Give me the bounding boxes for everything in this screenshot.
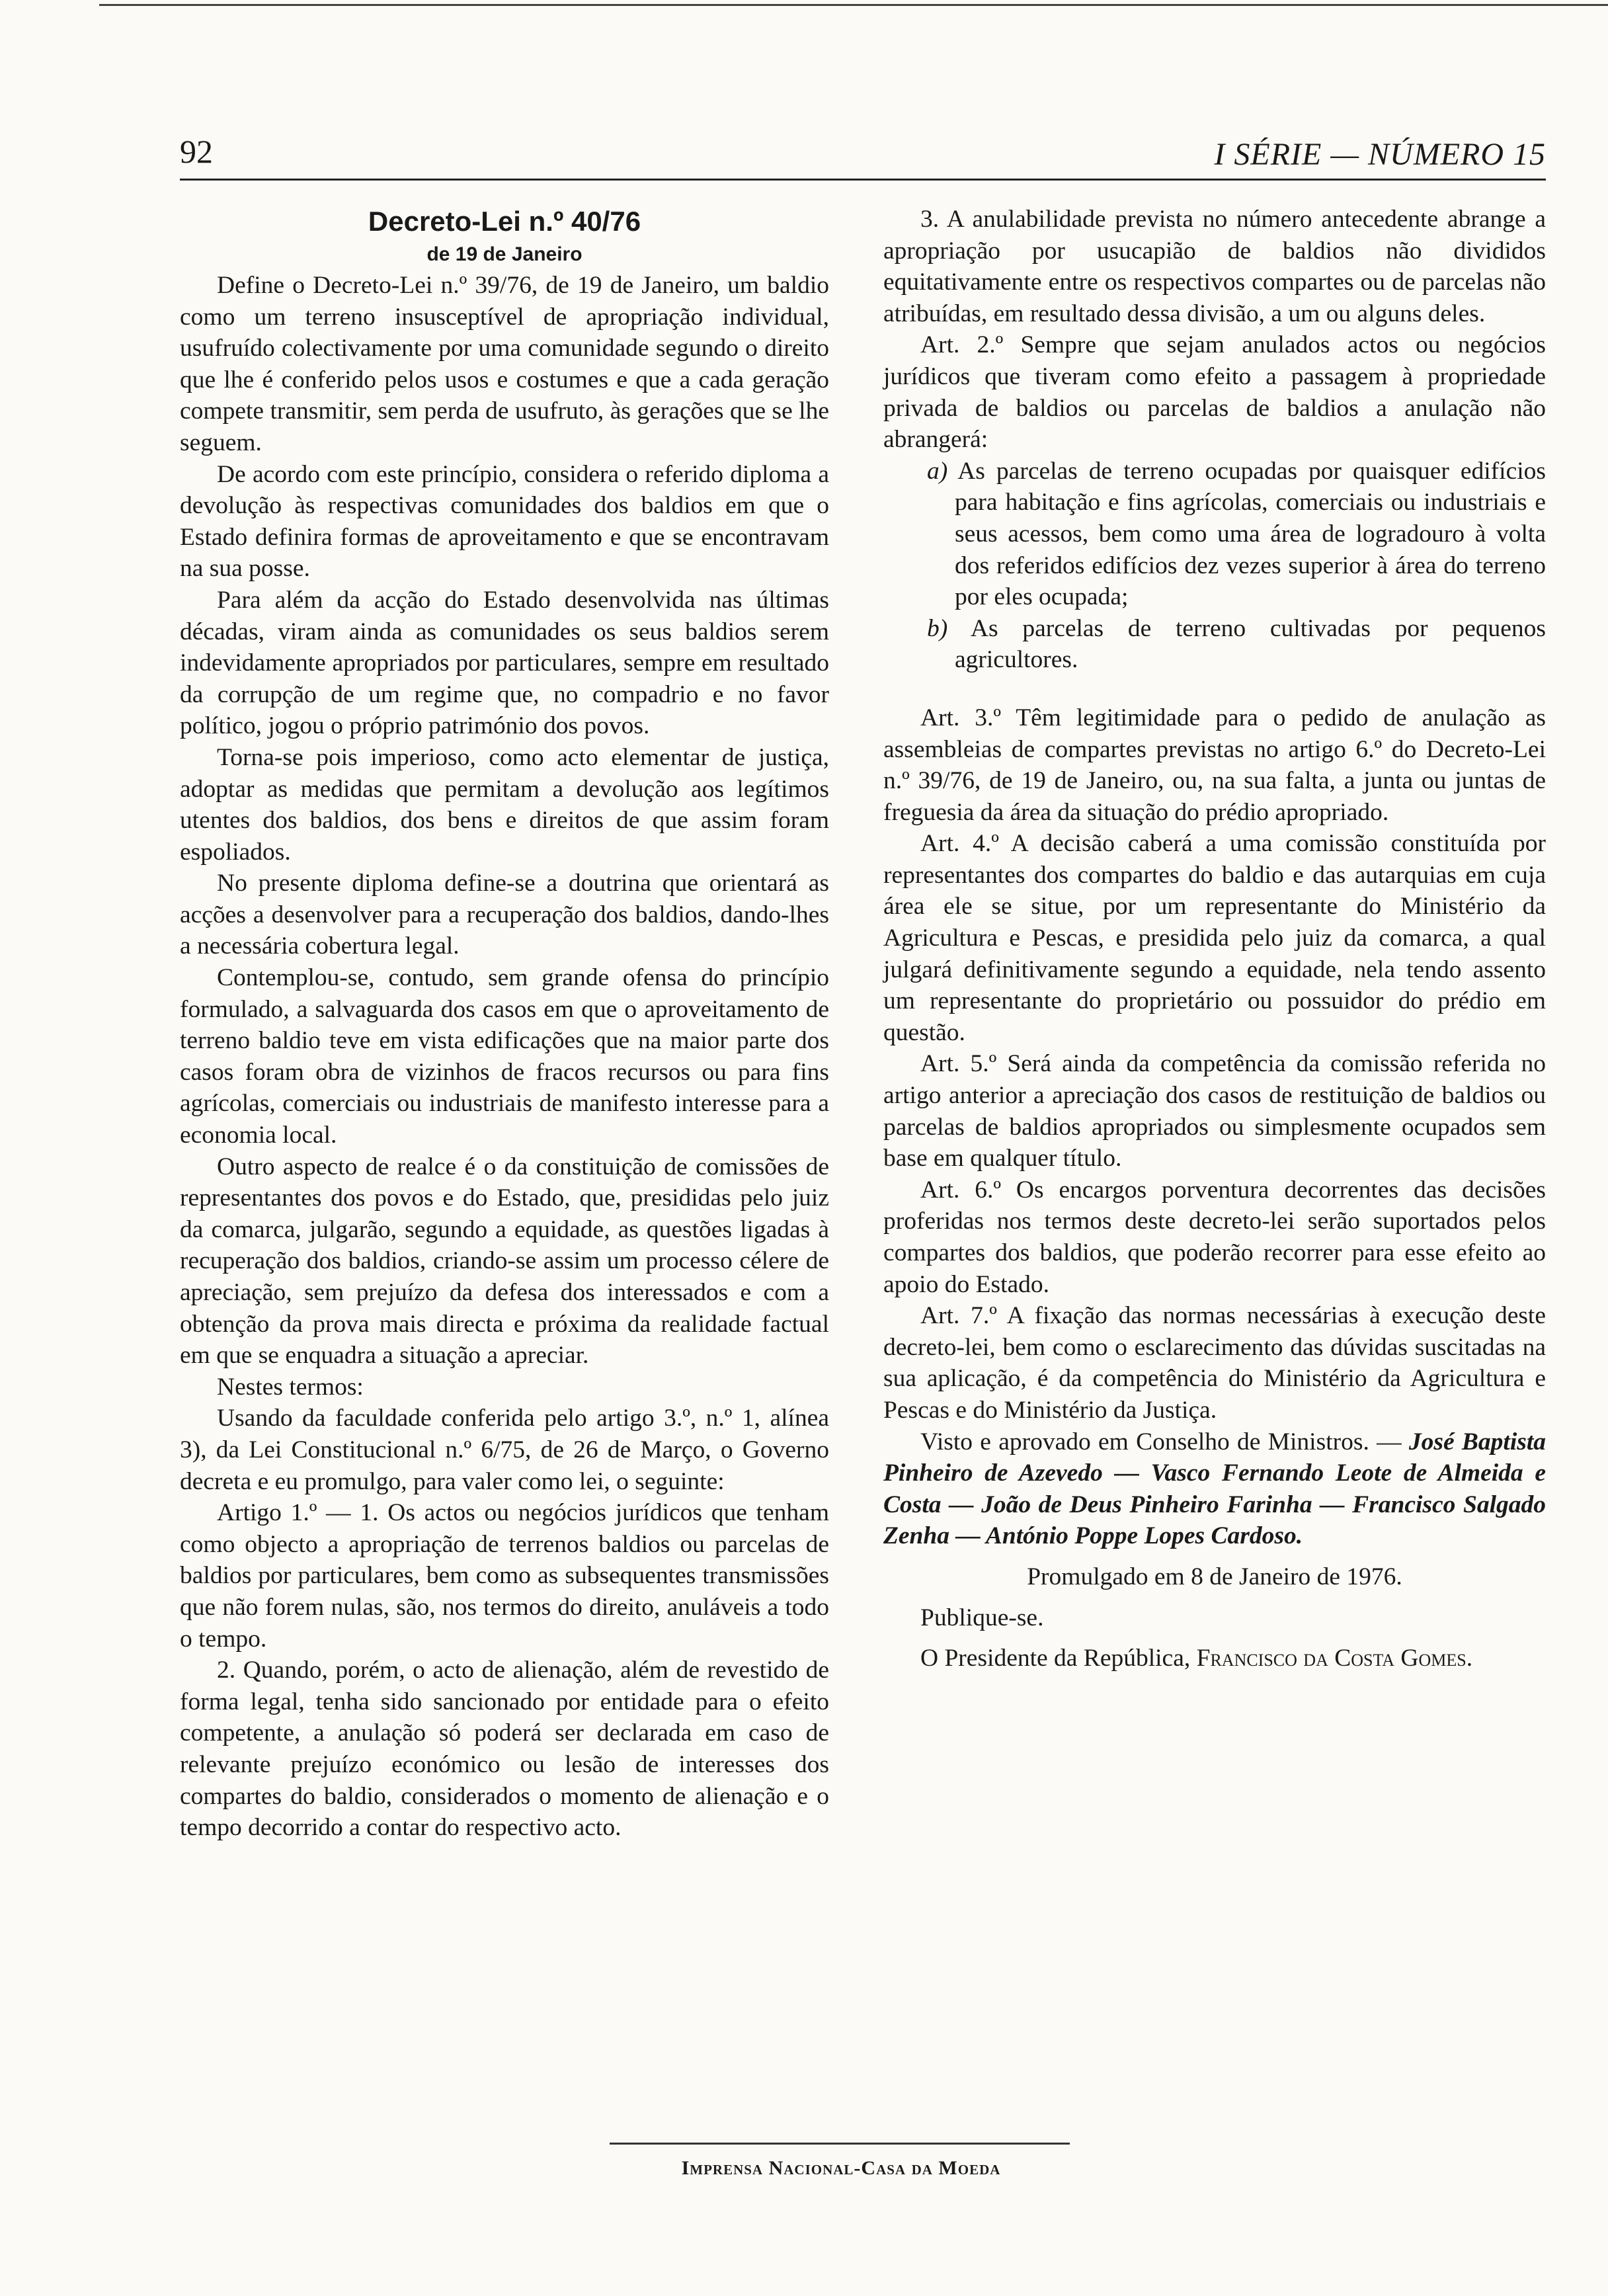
article-2-alinea-a xyxy=(883,456,1546,613)
article-3: Art. 3.º Têm legitimidade para o pedido de anulação as assembleias de compartes previstas no artigo 6.º do Decreto-Lei n.º 39/76, de 19 de Janeiro, ou, na sua falta, a junta ou juntas de freguesia da área da situação do prédio apropriado. xyxy=(883,704,1546,826)
article-7: Art. 7.º A fixação das normas necessárias à execução deste decreto-lei, bem como o esclarecimento das dúvidas suscitadas na sua aplicação, é da competência do Ministério da Agricultura e Pescas e do Ministério da Justiça. xyxy=(883,1302,1546,1424)
article-1-paragraph-3: 3. A anulabilidade prevista no número antecedente abrange a apropriação por usucapião de baldios não divididos equitativamente entre os respectivos compartes ou de parcelas não atribuídas, em resultado dessa divisão, a um ou alguns deles. xyxy=(883,206,1546,327)
publish-statement: Publique-se. xyxy=(920,1604,1044,1631)
page-header xyxy=(180,132,1546,181)
alinea-b-label: b) xyxy=(927,614,948,642)
approval-and-signatories xyxy=(883,1426,1546,1552)
article-4: Art. 4.º A decisão caberá a uma comissão constituída por representantes dos compartes do baldio e das autarquias em cuja área ele se situe, por um representante do Ministério da Agricultura e Pescas, e presidida pelo juiz da comarca, a qual julgará definitivamente segundo a equidade, nela tendo assento um representante do proprietário ou possuidor do prédio em questão. xyxy=(883,830,1546,1046)
publisher-footer: Imprensa Nacional-Casa da Moeda xyxy=(681,2157,1001,2179)
series-number: I SÉRIE — NÚMERO 15 xyxy=(1214,137,1546,172)
preamble-paragraph: Nestes termos: xyxy=(217,1373,364,1401)
preamble-paragraph: No presente diploma define-se a doutrina que orientará as acções a desenvolver para a recuperação dos baldios, dando-lhes a necessária cobertura legal. xyxy=(180,870,829,960)
president-prefix: O Presidente da República, xyxy=(920,1645,1197,1672)
article-1-paragraph-1: Artigo 1.º — 1. Os actos ou negócios jurídicos que tenham como objecto a apropriação de terrenos baldios ou parcelas de baldios por particulares, bem como as subsequentes transmissões que não forem nulas, são, nos termos do direito, anuláveis a todo o tempo. xyxy=(180,1499,829,1653)
right-column xyxy=(883,204,1546,1674)
preamble-paragraph: Para além da acção do Estado desenvolvida nas últimas décadas, viram ainda as comunidades os seus baldios serem indevidamente apropriados por particulares, sempre em resultado da corrupção de um regime que, no compadrio e no favor político, jogou o próprio património dos povos. xyxy=(180,586,829,740)
alinea-b-text: As parcelas de terreno cultivadas por pequenos agricultores. xyxy=(955,614,1547,674)
president-name: Francisco da Costa Gomes. xyxy=(1196,1645,1473,1672)
decree-title: Decreto-Lei n.º 40/76 xyxy=(368,206,641,237)
president-line xyxy=(883,1643,1546,1674)
preamble-paragraph: Torna-se pois imperioso, como acto elementar de justiça, adoptar as medidas que permitam a devolução aos legítimos utentes dos baldios, dos bens e direitos de que assim foram espoliados. xyxy=(180,743,829,866)
alinea-a-label: a) xyxy=(927,457,948,485)
decree-date: de 19 de Janeiro xyxy=(426,243,583,265)
signatories: José Baptista Pinheiro de Azevedo — Vasco Fernando Leote de Almeida e Costa — João de Deus Pinheiro Farinha — Francisco Salgado Zenha — António Poppe Lopes Cardoso. xyxy=(883,1428,1546,1550)
preamble-paragraph: Usando da faculdade conferida pelo artigo 3.º, n.º 1, alínea 3), da Lei Constitucional n.º 6/75, de 26 de Março, o Governo decreta e eu promulgo, para valer como lei, o seguinte: xyxy=(180,1405,829,1495)
article-6: Art. 6.º Os encargos porventura decorrentes das decisões proferidas nos termos deste decreto-lei serão suportados pelos compartes dos baldios, que poderão recorrer para esse efeito ao apoio do Estado. xyxy=(883,1176,1546,1298)
article-1-paragraph-2: 2. Quando, porém, o acto de alienação, além de revestido de forma legal, tenha sido sancionado por entidade para o efeito competente, a anulação só poderá ser declarada em caso de relevante prejuízo económico ou lesão de interesses dos compartes do baldio, considerados o momento de alienação e o tempo decorrido a contar do respectivo acto. xyxy=(180,1657,829,1842)
preamble-paragraph: Define o Decreto-Lei n.º 39/76, de 19 de Janeiro, um baldio como um terreno insusceptível de apropriação individual, usufruído colectivamente por uma comunidade segundo o direito que lhe é conferido pelos usos e costumes e que a cada geração compete transmitir, sem perda de usufruto, às gerações que se lhe seguem. xyxy=(180,272,829,456)
page-number: 92 xyxy=(180,133,213,170)
promulgation-date: Promulgado em 8 de Janeiro de 1976. xyxy=(1027,1563,1402,1590)
footer-rule xyxy=(610,2143,1070,2145)
approval-statement: Visto e aprovado em Conselho de Ministros. — xyxy=(920,1428,1402,1456)
article-2-intro: Art. 2.º Sempre que sejam anulados actos ou negócios jurídicos que tiveram como efeito a passagem à propriedade privada de baldios ou parcelas de baldios a anulação não abrangerá: xyxy=(883,331,1546,454)
article-2-alinea-b xyxy=(883,613,1546,676)
preamble-paragraph: Contemplou-se, contudo, sem grande ofensa do princípio formulado, a salvaguarda dos casos em que o aproveitamento de terreno baldio teve em vista edificações que na maior parte dos casos foram obra de vizinhos de fracos recursos ou para fins agrícolas, comerciais ou industriais de manifesto interesse para a economia local. xyxy=(180,964,829,1149)
article-5: Art. 5.º Será ainda da competência da comissão referida no artigo anterior a apreciação dos casos de restituição de baldios ou parcelas de baldios apropriados ou simplesmente ocupados sem base em qualquer título. xyxy=(883,1050,1546,1172)
preamble-paragraph: Outro aspecto de realce é o da constituição de comissões de representantes dos povos e do Estado, que, presididas pelo juiz da comarca, julgarão, segundo a equidade, as questões ligadas à recuperação dos baldios, criando-se assim um processo célere de apreciação, sem prejuízo da defesa dos interessados e com a obtenção da prova mais directa e próxima da realidade factual em que se enquadra a situação a apreciar. xyxy=(180,1153,829,1370)
alinea-a-text: As parcelas de terreno ocupadas por quaisquer edifícios para habitação e fins agrícolas, comerciais ou industriais e seus acessos, bem como uma área de logradouro à volta dos referidos edifícios dez vezes superior à área do terreno por eles ocupada; xyxy=(955,457,1546,611)
top-rule xyxy=(99,4,1608,6)
left-column xyxy=(180,204,829,1844)
preamble-paragraph: De acordo com este princípio, considera o referido diploma a devolução às respectivas comunidades dos baldios em que o Estado definira formas de aproveitamento e que se encontravam na sua posse. xyxy=(180,460,829,583)
